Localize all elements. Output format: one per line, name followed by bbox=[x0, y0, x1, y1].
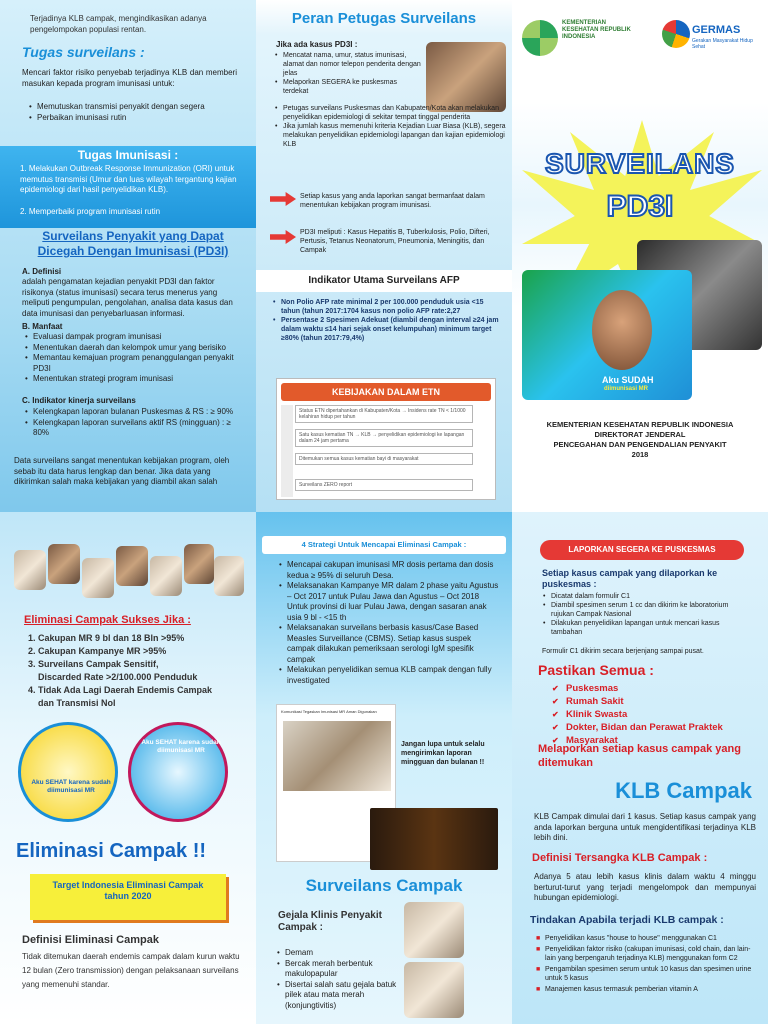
strategy-list bbox=[278, 560, 500, 686]
badge-left bbox=[18, 722, 118, 822]
intro-text: Terjadinya KLB campak, mengindikasikan adanya pengelompokan populasi rentan. bbox=[30, 14, 207, 34]
list-item: • Non Polio AFP rate minimal 2 per 100.000 penduduk usia <15 tahun (tahun 2017:1704 kasus non polio AFP rate:2,27 bbox=[272, 298, 504, 316]
child-photo bbox=[14, 550, 46, 590]
badge-right-text: Aku SEHAT karena sudah diimunisasi MR bbox=[141, 739, 221, 754]
panel-laporkan bbox=[512, 512, 768, 1024]
child-photo bbox=[214, 556, 244, 596]
list-item: 1. Cakupan MR 9 bl dan 18 Bln >95% bbox=[28, 633, 185, 643]
list-item: 3. Surveilans Campak Sensitif, bbox=[28, 659, 159, 669]
child-photo bbox=[48, 544, 80, 584]
manfaat-heading: B. Manfaat bbox=[22, 322, 63, 331]
list-item: ✔ Masyarakat bbox=[552, 734, 752, 747]
kemenkes-logo-icon bbox=[522, 20, 558, 56]
list-item bbox=[536, 945, 758, 963]
pd3i-section-title: Surveilans Penyakit yang Dapat Dicegah Dengan Imunisasi (PD3I) bbox=[37, 229, 229, 258]
klb-text: KLB Campak dimulai dari 1 kasus. Setiap kasus campak yang anda laporkan berguna untuk mengidentifikasi terjadinya KLB lebih dini. bbox=[534, 812, 756, 842]
peran-list-top bbox=[274, 51, 424, 96]
child-photo bbox=[184, 544, 214, 584]
etn-title: KEBIJAKAN DALAM ETN bbox=[281, 383, 491, 401]
laporkan-list bbox=[542, 592, 752, 637]
sukses-list bbox=[28, 632, 248, 710]
pastikan-title: Pastikan Semua : bbox=[538, 662, 654, 678]
etn-policy-figure bbox=[276, 378, 496, 500]
definisi-klb-text: Adanya 5 atau lebih kasus klinis dalam waktu 4 minggu berturut-turut yang terjadi mengelompok dan mempunyai hubungan epidemiologi. bbox=[534, 872, 756, 902]
strategy-title: 4 Strategi Untuk Mencapai Eliminasi Campak : bbox=[301, 540, 467, 549]
list-item: 4. Tidak Ada Lagi Daerah Endemis Campak bbox=[28, 685, 213, 695]
list-item: dan Transmisi Nol bbox=[38, 698, 116, 708]
afp-title: Indikator Utama Surveilans AFP bbox=[308, 275, 460, 286]
red-bullet-icon: ■ bbox=[536, 986, 541, 993]
list-item bbox=[536, 965, 758, 983]
tugas-surveilans-title: Tugas surveilans : bbox=[22, 44, 145, 60]
indikator-list bbox=[24, 407, 236, 439]
laporkan-lead: Setiap kasus campak yang dilaporkan ke puskesmas : bbox=[542, 568, 718, 589]
laporkan-header bbox=[540, 540, 744, 560]
pastikan-list bbox=[552, 682, 752, 747]
footer-line: 2018 bbox=[631, 450, 649, 459]
peran-title: Peran Petugas Surveilans bbox=[291, 10, 477, 27]
pointing-hand-icon bbox=[270, 192, 296, 206]
list-item: • Disertai salah satu gejala batuk pilek atau mata merah (konjungtivitis) bbox=[276, 980, 400, 1012]
definisi-eliminasi-text: Tidak ditemukan daerah endemis campak dalam kurun waktu 12 bulan (Zero transmission) dengan pelaksanaan surveilans yang memenuhi standar. bbox=[22, 952, 240, 989]
list-item: • Mencapai cakupan imunisasi MR dosis pertama dan dosis kedua ≥ 95% di seluruh Desa. bbox=[278, 560, 500, 581]
list-item: ✔ Rumah Sakit bbox=[552, 695, 752, 708]
cover-title-line2: PD3I bbox=[606, 190, 674, 223]
list-item: Discarded Rate >2/100.000 Penduduk bbox=[38, 672, 198, 682]
list-item: • Menentukan strategi program imunisasi bbox=[24, 374, 236, 385]
list-item: • Evaluasi dampak program imunisasi bbox=[24, 332, 236, 343]
list-item: 2. Cakupan Kampanye MR >95% bbox=[28, 646, 167, 656]
target-box bbox=[30, 874, 226, 920]
reminder-text: Jangan lupa untuk selalu mengirimkan laporan mingguan dan bulanan !! bbox=[401, 741, 485, 766]
list-item: ✔ Dokter, Bidan dan Perawat Praktek bbox=[552, 721, 752, 734]
peran-header bbox=[256, 0, 512, 34]
indikator-heading: C. Indikator kinerja surveilans bbox=[22, 396, 136, 405]
etn-row: Ditemukan semua kasus kematian bayi di masyarakat bbox=[295, 453, 473, 465]
list-item: ✔ Puskesmas bbox=[552, 682, 752, 695]
closing-text: Data surveilans sangat menentukan kebijakan program, oleh sebab itu data harus lengkap dan benar. Jika data yang dikirimkan salah maka kebijakan yang diambil akan salah bbox=[14, 456, 230, 486]
cover-badge-line2: diimunisasi MR bbox=[604, 386, 649, 392]
melaporkan-text: Melaporkan setiap kasus campak yang ditemukan bbox=[538, 743, 741, 769]
etn-row: Surveilans ZERO report bbox=[295, 479, 473, 491]
note-setiap-kasus: Setiap kasus yang anda laporkan sangat bermanfaat dalam menentukan kebijakan program imunisasi. bbox=[300, 193, 485, 209]
list-item: • Kelengkapan laporan surveilans aktif RS (mingguan) : ≥ 80% bbox=[24, 418, 236, 439]
footer-line: DIREKTORAT JENDERAL bbox=[594, 430, 686, 439]
tugas-imunisasi-item: 2. Memperbaiki program imunisasi rutin bbox=[20, 207, 161, 216]
tugas-surveilans-text: Mencari faktor risiko penyebab terjadinya KLB dan memberi masukan kepada program imunisasi untuk: bbox=[22, 68, 237, 88]
list-item: • Memutuskan transmisi penyakit dengan segera bbox=[28, 102, 238, 113]
afp-header bbox=[256, 270, 512, 292]
pointing-hand-icon bbox=[270, 230, 296, 244]
definisi-text: adalah pengamatan kejadian penyakit PD3I dan faktor risikonya (status imunisasi) secara terus menerus yang meliputi pengumpulan, pengolahan, analisa data kasus dan data imunisasi dan penyebarluasan informasi. bbox=[22, 277, 233, 318]
list-item: • Petugas surveilans Puskesmas dan Kabupaten/Kota akan melakukan penyelidikan epidemiologi di sekitar tempat tinggal penderita bbox=[274, 104, 506, 122]
peran-list-bottom bbox=[274, 104, 506, 149]
vaccine-vials-photo bbox=[370, 808, 498, 870]
list-item: • Mencatat nama, umur, status imunisasi, alamat dan nomor telepon penderita dengan jelas bbox=[274, 51, 424, 78]
kemenkes-name: KEMENTERIAN KESEHATAN REPUBLIK INDONESIA bbox=[562, 20, 631, 40]
list-item-text: Penyelidikan kasus "house to house" menggunakan C1 bbox=[545, 935, 717, 942]
list-item: • Kelengkapan laporan bulanan Puskesmas & RS : ≥ 90% bbox=[24, 407, 236, 418]
definisi-heading: A. Definisi bbox=[22, 267, 62, 276]
child-face bbox=[592, 290, 652, 370]
afp-list bbox=[272, 298, 504, 343]
gejala-title: Gejala Klinis Penyakit Campak : bbox=[278, 910, 382, 933]
list-item: • Dilakukan penyelidikan lapangan untuk mencari kasus tambahan bbox=[542, 619, 752, 637]
footer-line: KEMENTERIAN KESEHATAN REPUBLIK INDONESIA bbox=[546, 420, 734, 429]
meeting-photo bbox=[283, 721, 391, 791]
manfaat-list bbox=[24, 332, 236, 385]
panel-cover bbox=[512, 0, 768, 512]
list-item bbox=[536, 934, 758, 943]
list-item: • Melakukan penyelidikan semua KLB campak dengan fully investigated bbox=[278, 665, 500, 686]
list-item: • Melaksanakan surveilans berbasis kasus/Case Based Measles Surveillance (CBMS). Setiap kasus suspek campak dilakukan pemeriksaan serologi IgM spesifik campak bbox=[278, 623, 500, 665]
list-item: • Menentukan daerah dan kelompok umur yang berisiko bbox=[24, 343, 236, 354]
red-bullet-icon: ■ bbox=[536, 935, 541, 942]
news-headline: Komunikasi Tegaskan Imunisasi MR Aman Digunakan bbox=[281, 709, 377, 714]
list-item-text: Manajemen kasus termasuk pemberian vitamin A bbox=[545, 986, 698, 993]
measles-child-photo bbox=[404, 902, 464, 958]
note-pd3i-meliputi: PD3I meliputi : Kasus Hepatitis B, Tuberkulosis, Polio, Difteri, Pertusis, Tetanus Neonatorum, Pneumonia, Meningitis, dan Campak bbox=[300, 229, 490, 254]
list-item: • Perbaikan imunisasi rutin bbox=[28, 113, 238, 124]
list-item: • Persentase 2 Spesimen Adekuat (diambil dengan interval ≥24 jam dalam waktu ≤14 hari sejak onset kelumpuhan) minimum target ≥80% (tahun 2017:79,4%) bbox=[272, 316, 504, 343]
laporkan-title: LAPORKAN SEGERA KE PUSKESMAS bbox=[568, 545, 716, 554]
etn-row: Satu kasus kematian TN → KLB → penyelidikan epidemiologi ke lapangan dalam 24 jam pertama bbox=[295, 429, 473, 447]
badge-right bbox=[128, 722, 228, 822]
list-item-text: Penyelidikan faktor risiko (cakupan imunisasi, cold chain, dan lain-lain yang berpengaruh terjadinya KLB) menggunakan form C2 bbox=[545, 946, 751, 962]
measles-rash-photo bbox=[404, 962, 464, 1018]
peran-lead: Jika ada kasus PD3I : bbox=[276, 40, 358, 49]
list-item: • Diambil spesimen serum 1 cc dan dikirim ke laboratorium rujukan Campak Nasional bbox=[542, 601, 752, 619]
tugas-imunisasi-title: Tugas Imunisasi : bbox=[77, 148, 179, 162]
child-photo bbox=[82, 558, 114, 598]
list-item: • Melaporkan SEGERA ke puskesmas terdekat bbox=[274, 78, 424, 96]
klb-title: KLB Campak bbox=[615, 778, 752, 803]
etn-row: Status ETN dipertahankan di Kabupaten/Kota → Insidens rate TN < 1/1000 kelahiran hidup per tahun bbox=[295, 405, 473, 423]
strategy-header bbox=[262, 536, 506, 554]
etn-sidebar bbox=[281, 405, 293, 497]
panel-strategi bbox=[256, 512, 512, 1024]
cover-title-line1: SURVEILANS bbox=[545, 148, 735, 179]
list-item-text: Pengambilan spesimen serum untuk 10 kasus dan spesimen urine untuk 5 kasus bbox=[545, 966, 752, 982]
tugas-imunisasi-item: 1. Melakukan Outbreak Response Immunization (ORI) untuk memutus transmisi (Umur dan luas wilayah tergantung kajian epidemiologi dari hasil penyelidikan KLB). bbox=[20, 164, 237, 194]
form-note: Formulir C1 dikirim secara berjenjang sampai pusat. bbox=[542, 648, 704, 655]
germas-title: GERMAS bbox=[692, 24, 741, 36]
definisi-eliminasi-title: Definisi Eliminasi Campak bbox=[22, 934, 159, 946]
target-text: Target Indonesia Eliminasi Campak tahun 2020 bbox=[52, 880, 204, 901]
footer-line: PENCEGAHAN DAN PENGENDALIAN PENYAKIT bbox=[553, 440, 727, 449]
child-photo bbox=[150, 556, 182, 596]
tugas-surveilans-list bbox=[28, 102, 238, 123]
tindakan-title: Tindakan Apabila terjadi KLB campak : bbox=[530, 914, 724, 926]
red-bullet-icon: ■ bbox=[536, 966, 541, 973]
child-photo bbox=[116, 546, 148, 586]
list-item: • Memantau kemajuan program penanggulangan penyakit PD3I bbox=[24, 353, 236, 374]
red-bullet-icon: ■ bbox=[536, 946, 541, 953]
gejala-list bbox=[276, 948, 400, 1011]
tindakan-list bbox=[536, 934, 758, 994]
surveillance-officer-photo bbox=[426, 42, 506, 112]
list-item: • Melaksanakan Kampanye MR dalam 2 phase yaitu Agustus – Oct 2017 untuk Pulau Jawa dan Agustus – Oct 2018 Untuk provinsi di luar Pulau Jawa, dengan sasaran anak usia 9 bl - <15 th bbox=[278, 581, 500, 623]
list-item bbox=[536, 985, 758, 994]
definisi-klb-title: Definisi Tersangka KLB Campak : bbox=[532, 852, 708, 864]
list-item: • Bercak merah berbentuk makulopapular bbox=[276, 959, 400, 980]
list-item: ✔ Klinik Swasta bbox=[552, 708, 752, 721]
panel-eliminasi bbox=[0, 512, 256, 1024]
cover-badge-line1: Aku SUDAH bbox=[602, 375, 654, 385]
germas-logo-icon bbox=[662, 20, 690, 48]
list-item: • Demam bbox=[276, 948, 400, 959]
badge-left-text: Aku SEHAT karena sudah diimunisasi MR bbox=[31, 779, 111, 794]
eliminasi-title: Eliminasi Campak !! bbox=[16, 840, 207, 862]
germas-subtitle: Gerakan Masyarakat Hidup Sehat bbox=[692, 38, 753, 50]
list-item: • Jika jumlah kasus memenuhi kriteria Kejadian Luar Biasa (KLB), segera melakukan penyelidikan epidemiologi lapangan dan kajian epidemiologi KLB bbox=[274, 122, 506, 149]
surveilans-campak-title: Surveilans Campak bbox=[305, 876, 463, 895]
sukses-title: Eliminasi Campak Sukses Jika : bbox=[24, 614, 191, 626]
tugas-imunisasi-box bbox=[0, 146, 256, 228]
panel-tugas bbox=[0, 0, 256, 512]
panel-peran bbox=[256, 0, 512, 512]
list-item: • Dicatat dalam formulir C1 bbox=[542, 592, 752, 601]
cover-footer bbox=[512, 420, 768, 460]
